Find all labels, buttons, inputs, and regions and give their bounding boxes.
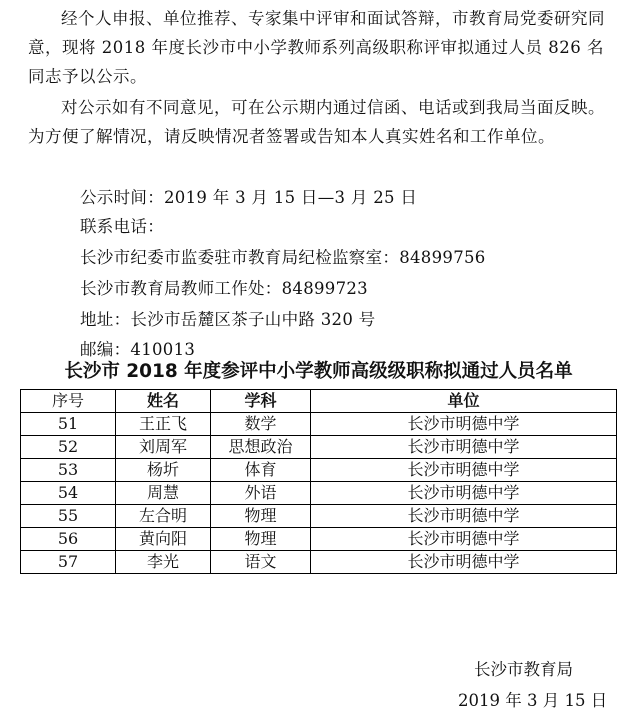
table-row [21, 482, 617, 505]
table-row [21, 505, 617, 528]
cell-unit: 长沙市明德中学 [311, 505, 617, 528]
cell-unit: 长沙市明德中学 [311, 551, 617, 574]
column-header-unit: 单位 [311, 390, 617, 413]
approved-personnel-table [20, 389, 617, 574]
notice-period: 公示时间：2019 年 3 月 15 日—3 月 25 日 [80, 188, 418, 207]
cell-subject: 思想政治 [211, 436, 311, 459]
table-row [21, 551, 617, 574]
cell-subject: 体育 [211, 459, 311, 482]
column-header-subject: 学科 [211, 390, 311, 413]
cell-name: 左合明 [116, 505, 211, 528]
cell-unit: 长沙市明德中学 [311, 413, 617, 436]
cell-subject: 物理 [211, 505, 311, 528]
phone-discipline-office: 长沙市纪委市监委驻市教育局纪检监察室：84899756 [80, 248, 486, 267]
address-line: 地址：长沙市岳麓区茶子山中路 320 号 [80, 310, 376, 329]
issue-date: 2019 年 3 月 15 日 [458, 691, 608, 710]
cell-subject: 语文 [211, 551, 311, 574]
column-header-index: 序号 [21, 390, 116, 413]
table-row [21, 413, 617, 436]
cell-index: 53 [21, 459, 116, 482]
cell-index: 54 [21, 482, 116, 505]
cell-index: 57 [21, 551, 116, 574]
contact-heading: 联系电话： [80, 217, 164, 236]
cell-subject: 外语 [211, 482, 311, 505]
cell-unit: 长沙市明德中学 [311, 528, 617, 551]
cell-name: 李光 [116, 551, 211, 574]
cell-name: 王正飞 [116, 413, 211, 436]
phone-teacher-office: 长沙市教育局教师工作处：84899723 [80, 279, 368, 298]
notice-paragraph-feedback: 对公示如有不同意见，可在公示期内通过信函、电话或到我局当面反映。为方便了解情况，请反映情况者签署或告知本人真实姓名和工作单位。 [28, 98, 605, 146]
table-row [21, 528, 617, 551]
cell-index: 56 [21, 528, 116, 551]
issuer-signature: 长沙市教育局 [474, 660, 573, 679]
notice-paragraph-intro: 经个人申报、单位推荐、专家集中评审和面试答辩，市教育局党委研究同意，现将 2018 年度长沙市中小学教师系列高级职称评审拟通过人员 826 名同志予以公示。 [28, 9, 605, 86]
cell-name: 黄向阳 [116, 528, 211, 551]
cell-name: 周慧 [116, 482, 211, 505]
cell-index: 52 [21, 436, 116, 459]
column-header-name: 姓名 [116, 390, 211, 413]
list-title: 长沙市 2018 年度参评中小学教师高级级职称拟通过人员名单 [64, 361, 573, 382]
cell-index: 55 [21, 505, 116, 528]
cell-name: 杨圻 [116, 459, 211, 482]
table-header-row [21, 390, 617, 413]
cell-unit: 长沙市明德中学 [311, 459, 617, 482]
table-row [21, 436, 617, 459]
postcode-line: 邮编：410013 [80, 340, 196, 359]
table-row [21, 459, 617, 482]
cell-subject: 数学 [211, 413, 311, 436]
cell-name: 刘周军 [116, 436, 211, 459]
cell-unit: 长沙市明德中学 [311, 436, 617, 459]
cell-subject: 物理 [211, 528, 311, 551]
cell-unit: 长沙市明德中学 [311, 482, 617, 505]
cell-index: 51 [21, 413, 116, 436]
